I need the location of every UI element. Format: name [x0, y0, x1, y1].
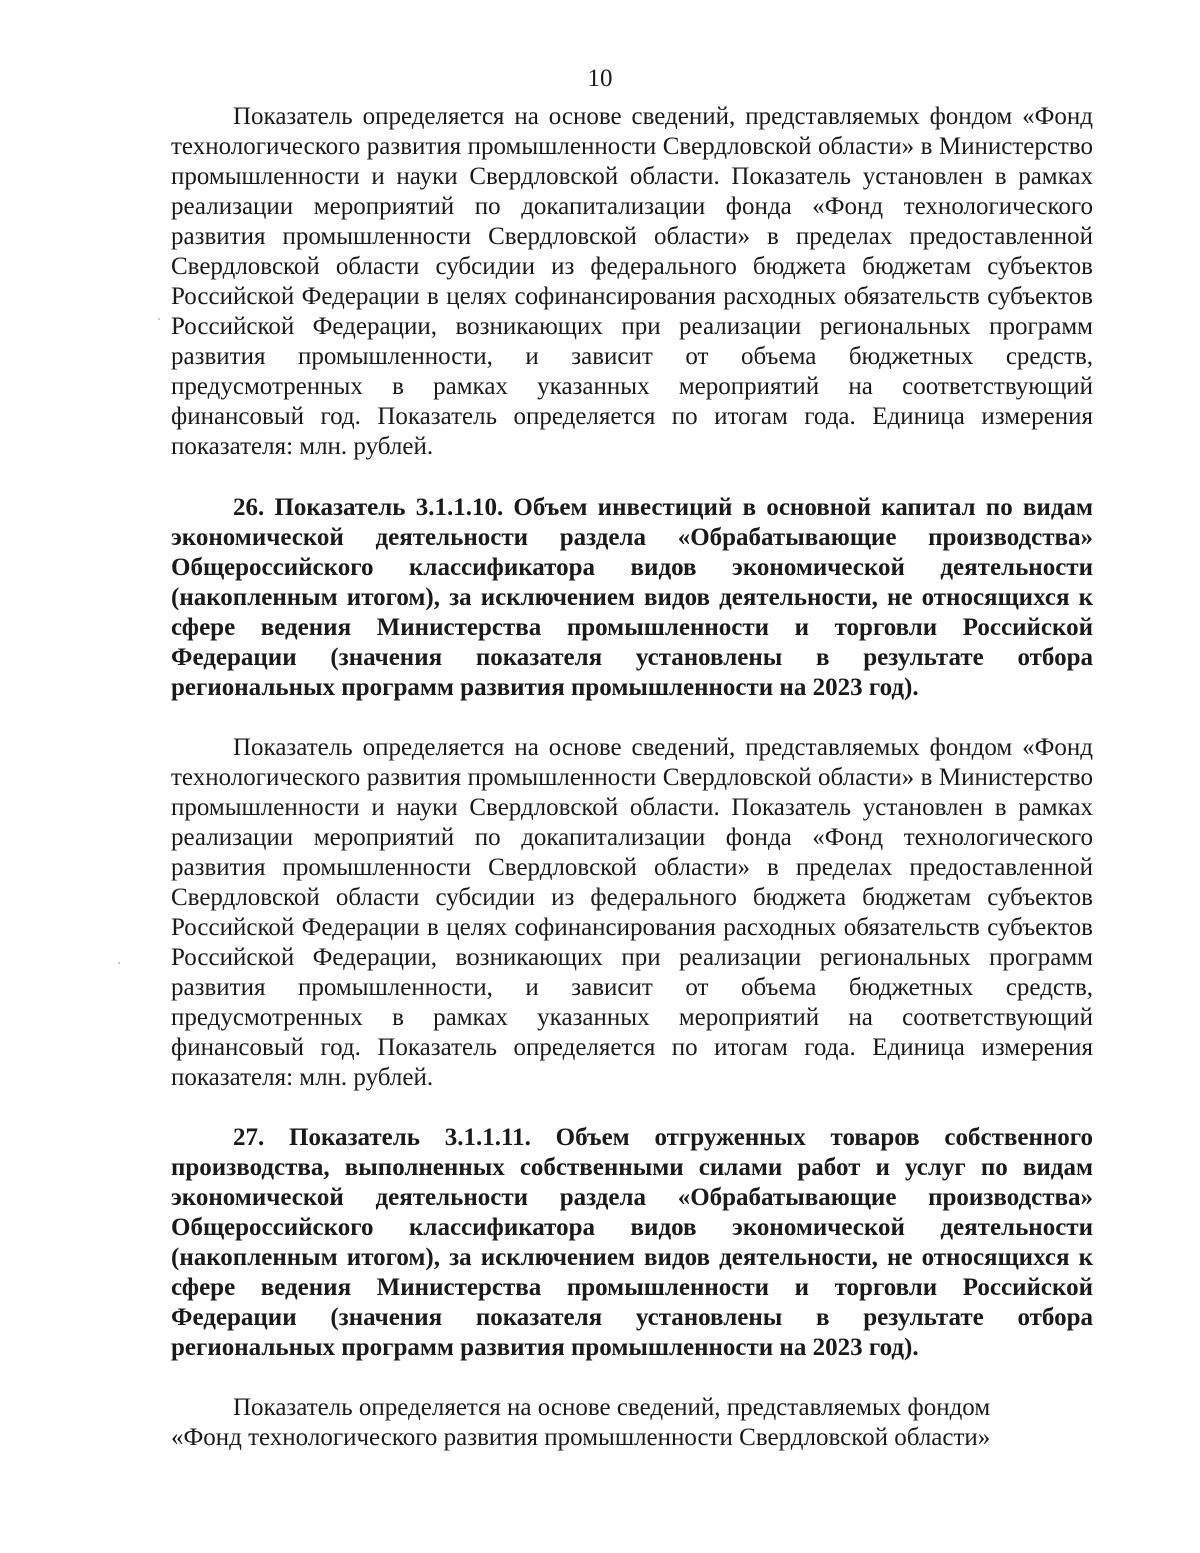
paragraph-2: Показатель определяется на основе сведений, представляемых фондом «Фонд технологического развития промышленности Свердловской области» в Министерство промышленности и науки Свердловской области. Показатель установлен в рамках реализации мероприятий по докапитализации фонда «Фонд технологического развития промышленности Свердловской области» в пределах предоставленной Свердловской области субсидии из федерального бюджета бюджетам субъектов Российской Федерации в целях софинансирования расходных обязательств субъектов Российской Федерации, возникающих при реализации региональных программ развития промышленности, и зависит от объема бюджетных средств, предусмотренных в рамках указанных мероприятий на соответствующий финансовый год. Показатель определяется по итогам года. Единица измерения показателя: млн. рублей. — [171, 734, 1093, 1091]
paragraph-3-block — [171, 1393, 1093, 1453]
paragraph-2-block — [171, 733, 1093, 1093]
scan-artifact-dot — [118, 962, 120, 964]
paragraph-1: Показатель определяется на основе сведений, представляемых фондом «Фонд технологического развития промышленности Свердловской области» в Министерство промышленности и науки Свердловской области. Показатель установлен в рамках реализации мероприятий по докапитализации фонда «Фонд технологического развития промышленности Свердловской области» в пределах предоставленной Свердловской области субсидии из федерального бюджета бюджетам субъектов Российской Федерации в целях софинансирования расходных обязательств субъектов Российской Федерации, возникающих при реализации региональных программ развития промышленности, и зависит от объема бюджетных средств, предусмотренных в рамках указанных мероприятий на соответствующий финансовый год. Показатель определяется по итогам года. Единица измерения показателя: млн. рублей. — [171, 103, 1093, 460]
indicator-heading-27: 27. Показатель 3.1.1.11. Объем отгруженных товаров собственного производства, выполненных собственными силами работ и услуг по видам экономической деятельности раздела «Обрабатывающие производства» Общероссийского классификатора видов экономической деятельности (накопленным итогом), за исключением видов деятельности, не относящихся к сфере ведения Министерства промышленности и торговли Российской Федерации (значения показателя установлены в результате отбора региональных программ развития промышленности на 2023 год). — [171, 1124, 1093, 1361]
indicator-heading-26: 26. Показатель 3.1.1.10. Объем инвестиций в основной капитал по видам экономической деятельности раздела «Обрабатывающие производства» Общероссийского классификатора видов экономической деятельности (накопленным итогом), за исключением видов деятельности, не относящихся к сфере ведения Министерства промышленности и торговли Российской Федерации (значения показателя установлены в результате отбора региональных программ развития промышленности на 2023 год). — [171, 494, 1093, 701]
paragraph-1-block — [171, 102, 1093, 462]
heading-27-block — [171, 1123, 1093, 1363]
scan-artifact-dot — [158, 318, 160, 320]
heading-26-block — [171, 493, 1093, 703]
page-number: 10 — [587, 65, 613, 92]
paragraph-3-line-1: Показатель определяется на основе сведений, представляемых фондом — [233, 1394, 991, 1421]
paragraph-3-line-2: «Фонд технологического развития промышленности Свердловской области» — [171, 1424, 991, 1451]
